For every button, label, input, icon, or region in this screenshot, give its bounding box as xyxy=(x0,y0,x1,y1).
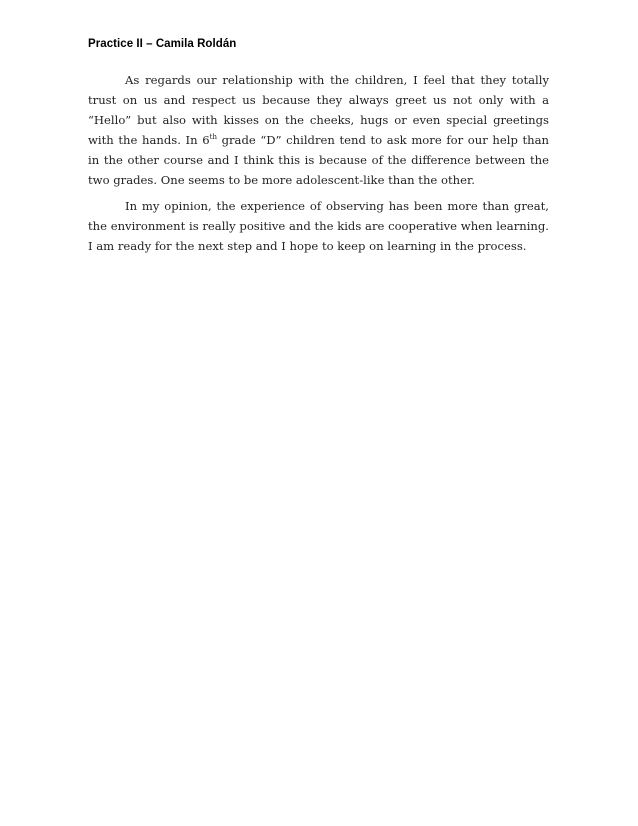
document-body xyxy=(88,70,549,262)
paragraph-opinion: In my opinion, the experience of observing has been more than great, the environment is really positive and the kids are cooperative when learning. I am ready for the next step and I hope to keep on learning in the process. xyxy=(88,199,549,253)
paragraph-1-part-2: grade “D” children tend to ask more for our help than in the other course and I think this is because of the difference between the two grades. One seems to be more adolescent-like than the other. xyxy=(88,133,550,187)
paragraph-relationship xyxy=(88,70,549,190)
paragraph-1-part-1: As regards our relationship with the children, I feel that they totally trust on us and respect us because they always greet us not only with a “Hello” but also with kisses on the cheeks, hugs or even special greetings with the hands. In 6 xyxy=(88,73,549,147)
page-header: Practice II – Camila Roldán xyxy=(88,38,237,50)
ordinal-suffix: th xyxy=(209,133,217,142)
